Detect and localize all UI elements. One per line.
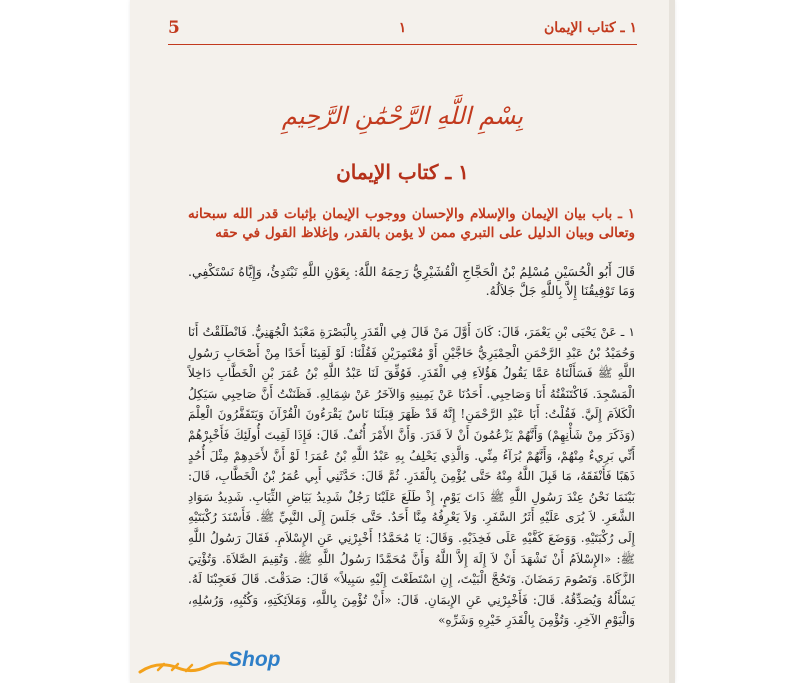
chapter-heading: ١ ـ باب بيان الإيمان والإسلام والإحسان ووجوب الإيمان بإثبات قدر الله سبحانه وتعالى وبيان الدليل على التبري ممن لا يؤمن بالقدر، وإغلاظ القول في حقه: [188, 206, 635, 241]
header-rule: [168, 44, 637, 45]
page-number: 5: [168, 18, 180, 38]
header-chapter-number: ١: [398, 20, 407, 36]
logo-text: Shop: [228, 648, 281, 671]
book-title: ١ ـ كتاب الإيمان: [336, 160, 469, 184]
header-chapter-title: ١ ـ كتاب الإيمان: [543, 20, 637, 36]
intro-paragraph: قَالَ أَبُو الْحُسَيْنِ مُسْلِمُ بْنُ الْحَجَّاجِ الْقُشَيْرِيُّ رَحِمَهُ اللَّهُ: بِعَوْنِ اللَّهِ نَبْتَدِئُ، وَإِيَّاهُ نَسْتَكْفِي. وَمَا تَوْفِيقُنَا إِلاَّ بِاللَّهِ جَلَّ جَلاَلُهُ.: [188, 264, 635, 298]
hadith-text: ١ ـ عَنْ يَحْيَى بْنِ يَعْمَرَ، قَالَ: كَانَ أَوَّلَ مَنْ قَالَ فِي الْقَدَرِ بِالْبَصْرَةِ مَعْبَدٌ الْجُهَنِيُّ. فَانْطَلَقْتُ أَنَا وَحُمَيْدُ بْنُ عَبْدِ الرَّحْمَنِ الْحِمْيَرِيُّ حَاجَّيْنِ أَوْ مُعْتَمِرَيْنِ فَقُلْنَا: لَوْ لَقِينَا أَحَدًا مِنْ أَصْحَابِ رَسُولِ اللَّهِ ﷺ فَسَأَلْنَاهُ عَمَّا يَقُولُ هَؤُلاَءِ فِي الْقَدَرِ. فَوُفِّقَ لَنَا عَبْدُ اللَّهِ بْنُ عُمَرَ بْنِ الْخَطَّابِ دَاخِلاً الْمَسْجِدَ. فَاكْتَنَفْتُهُ أَنَا وَصَاحِبِي. أَحَدُنَا عَنْ يَمِينِهِ وَالآخَرُ عَنْ شِمَالِهِ. فَظَنَنْتُ أَنَّ صَاحِبِي سَيَكِلُ الْكَلاَمَ إِلَيَّ. فَقُلْتُ: أَبَا عَبْدِ الرَّحْمَنِ! إِنَّهُ قَدْ ظَهَرَ قِبَلَنَا نَاسٌ يَقْرَءُونَ الْقُرْآنَ وَيَتَقَفَّرُونَ الْعِلْمَ (وَذَكَرَ مِنْ شَأْنِهِمْ) وَأَنَّهُمْ يَزْعُمُونَ أَنْ لاَ قَدَرَ. وَأَنَّ الأَمْرَ أُنُفٌ. قَالَ: فَإِذَا لَقِيتَ أُولَئِكَ فَأَخْبِرْهُمْ أَنِّي بَرِيءٌ مِنْهُمْ، وَأَنَّهُمْ بُرَآءُ مِنِّي. وَالَّذِي يَحْلِفُ بِهِ عَبْدُ اللَّهِ بْنُ عُمَرَ! لَوْ أَنَّ لأَحَدِهِمْ مِثْلَ أُحُدٍ ذَهَبًا فَأَنْفَقَهُ، مَا قَبِلَ اللَّهُ مِنْهُ حَتَّى يُؤْمِنَ بِالْقَدَرِ. ثُمَّ قَالَ: حَدَّثَنِي أَبِي عُمَرُ بْنُ الْخَطَّابِ، قَالَ: بَيْنَمَا نَحْنُ عِنْدَ رَسُولِ اللَّهِ ﷺ ذَاتَ يَوْمٍ، إِذْ طَلَعَ عَلَيْنَا رَجُلٌ شَدِيدُ بَيَاضِ الثِّيَابِ. شَدِيدُ سَوَادِ الشَّعَرِ. لاَ يُرَى عَلَيْهِ أَثَرُ السَّفَرِ. وَلاَ يَعْرِفُهُ مِنَّا أَحَدٌ. حَتَّى جَلَسَ إِلَى النَّبِيِّ ﷺ. فَأَسْنَدَ رُكْبَتَيْهِ إِلَى رُكْبَتَيْهِ. وَوَضَعَ كَفَّيْهِ عَلَى فَخِذَيْهِ. وَقَالَ: يَا مُحَمَّدُ! أَخْبِرْنِي عَنِ الإِسْلاَمِ. فَقَالَ رَسُولُ اللَّهِ ﷺ: «الإِسْلاَمُ أَنْ تَشْهَدَ أَنْ لاَ إِلَهَ إِلاَّ اللَّهُ وَأَنَّ مُحَمَّدًا رَسُولُ اللَّهِ ﷺ. وَتُقِيمَ الصَّلاَةَ. وَتُؤْتِيَ الزَّكَاةَ. وَتَصُومَ رَمَضَانَ. وَتَحُجَّ الْبَيْتَ، إِنِ اسْتَطَعْتَ إِلَيْهِ سَبِيلاً» قَالَ: صَدَقْتَ. قَالَ فَعَجِبْنَا لَهُ. يَسْأَلُهُ وَيُصَدِّقُهُ. قَالَ: فَأَخْبِرْنِي عَنِ الإِيمَانِ. قَالَ: «أَنْ تُؤْمِنَ بِاللَّهِ، وَمَلاَئِكَتِهِ، وَكُتُبِهِ، وَرُسُلِهِ، وَالْيَوْمِ الآخِرِ. وَتُؤْمِنَ بِالْقَدَرِ خَيْرِهِ وَشَرِّهِ»: [188, 325, 636, 628]
book-page: [130, 0, 675, 683]
basmala: بِسْمِ اللَّهِ الرَّحْمَٰنِ الرَّحِيمِ: [281, 102, 524, 130]
logo-swoosh-icon: [138, 658, 233, 676]
running-header: [168, 18, 637, 42]
